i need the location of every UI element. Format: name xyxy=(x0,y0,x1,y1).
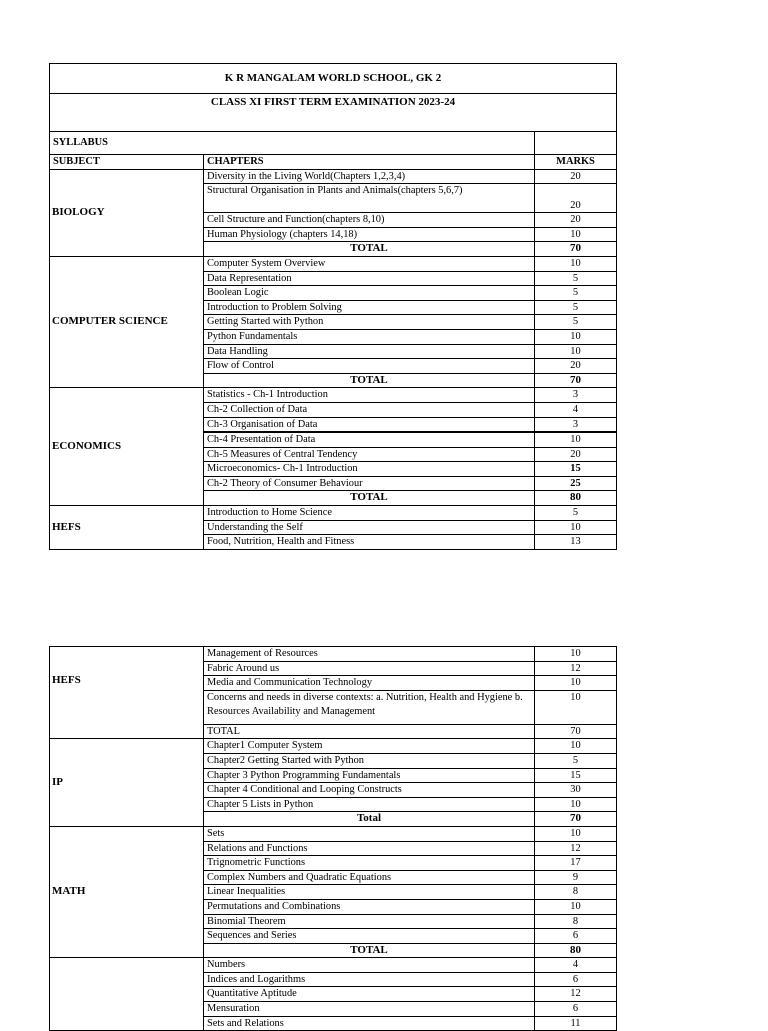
marks-cell: 20 xyxy=(535,169,617,184)
table-row xyxy=(50,826,617,841)
table-row xyxy=(50,506,617,521)
chapter-cell: Getting Started with Python xyxy=(204,315,535,330)
total-value: 70 xyxy=(535,812,617,827)
chapter-cell: Sets and Relations xyxy=(204,1016,535,1031)
table-row xyxy=(50,739,617,754)
marks-cell: 10 xyxy=(535,432,617,447)
table-row xyxy=(50,256,617,271)
chapters-column-header: CHAPTERS xyxy=(204,155,535,170)
exam-title: CLASS XI FIRST TERM EXAMINATION 2023-24 xyxy=(50,94,617,132)
chapter-cell: Structural Organisation in Plants and Animals(chapters 5,6,7) xyxy=(204,184,535,213)
table-row xyxy=(50,388,617,403)
table-row xyxy=(50,647,617,662)
table-row xyxy=(50,169,617,184)
chapter-cell: Python Fundamentals xyxy=(204,329,535,344)
marks-cell: 10 xyxy=(535,899,617,914)
marks-cell: 30 xyxy=(535,783,617,798)
total-value: 80 xyxy=(535,943,617,958)
marks-cell: 10 xyxy=(535,826,617,841)
chapter-cell: Ch-3 Organisation of Data xyxy=(204,417,535,432)
chapter-cell: Cell Structure and Function(chapters 8,10) xyxy=(204,213,535,228)
chapter-cell: Diversity in the Living World(Chapters 1,2,3,4) xyxy=(204,169,535,184)
subject-economics: ECONOMICS xyxy=(50,388,204,506)
chapter-cell: Chapter 5 Lists in Python xyxy=(204,797,535,812)
subject-math: MATH xyxy=(50,826,204,957)
marks-cell: 10 xyxy=(535,739,617,754)
marks-cell: 20 xyxy=(535,184,617,213)
marks-cell: 20 xyxy=(535,213,617,228)
marks-cell: 11 xyxy=(535,1016,617,1031)
subject-column-header: SUBJECT xyxy=(50,155,204,170)
chapter-cell: Chapter 3 Python Programming Fundamentals xyxy=(204,768,535,783)
marks-cell: 20 xyxy=(535,359,617,374)
total-label: TOTAL xyxy=(204,242,535,257)
chapter-cell: Human Physiology (chapters 14,18) xyxy=(204,227,535,242)
marks-cell: 15 xyxy=(535,462,617,477)
chapter-cell: Chapter1 Computer System xyxy=(204,739,535,754)
subject-ip: IP xyxy=(50,739,204,827)
subject-hefs: HEFS xyxy=(50,647,204,739)
chapter-cell: Boolean Logic xyxy=(204,286,535,301)
chapter-cell: Indices and Logarithms xyxy=(204,972,535,987)
marks-cell: 10 xyxy=(535,690,617,724)
marks-cell: 25 xyxy=(535,476,617,491)
chapter-cell: Introduction to Problem Solving xyxy=(204,300,535,315)
marks-cell: 5 xyxy=(535,506,617,521)
marks-cell: 4 xyxy=(535,402,617,417)
syllabus-table-page-1 xyxy=(49,63,616,550)
marks-cell: 12 xyxy=(535,987,617,1002)
total-label: Total xyxy=(204,812,535,827)
chapter-cell: Ch-2 Collection of Data xyxy=(204,402,535,417)
marks-cell: 10 xyxy=(535,329,617,344)
marks-cell: 10 xyxy=(535,647,617,662)
chapter-cell: Ch-4 Presentation of Data xyxy=(204,432,535,447)
chapter-cell: Binomial Theorem xyxy=(204,914,535,929)
chapter-cell: Fabric Around us xyxy=(204,661,535,676)
chapter-cell: Data Representation xyxy=(204,271,535,286)
subject-computer-science: COMPUTER SCIENCE xyxy=(50,256,204,387)
marks-cell: 4 xyxy=(535,958,617,973)
marks-cell: 8 xyxy=(535,914,617,929)
total-label: TOTAL xyxy=(204,943,535,958)
marks-cell: 10 xyxy=(535,344,617,359)
chapter-cell: Ch-2 Theory of Consumer Behaviour xyxy=(204,476,535,491)
marks-cell: 5 xyxy=(535,315,617,330)
chapter-cell: Relations and Functions xyxy=(204,841,535,856)
chapter-cell: Concerns and needs in diverse contexts: a. Nutrition, Health and Hygiene b. Resources Availability and Management xyxy=(204,690,535,724)
chapter-cell: Numbers xyxy=(204,958,535,973)
chapter-cell: Complex Numbers and Quadratic Equations xyxy=(204,870,535,885)
marks-cell: 10 xyxy=(535,797,617,812)
chapter-cell: Food, Nutrition, Health and Fitness xyxy=(204,535,535,550)
chapter-cell: Trignometric Functions xyxy=(204,856,535,871)
total-label: TOTAL xyxy=(204,724,535,739)
chapter-cell: Statistics - Ch-1 Introduction xyxy=(204,388,535,403)
marks-cell: 17 xyxy=(535,856,617,871)
chapter-cell: Sets xyxy=(204,826,535,841)
marks-cell: 6 xyxy=(535,929,617,944)
table-row xyxy=(50,958,617,973)
marks-cell: 12 xyxy=(535,661,617,676)
chapter-cell: Ch-5 Measures of Central Tendency xyxy=(204,447,535,462)
chapter-cell: Linear Inequalities xyxy=(204,885,535,900)
chapter-cell: Computer System Overview xyxy=(204,256,535,271)
marks-cell: 10 xyxy=(535,520,617,535)
marks-cell: 13 xyxy=(535,535,617,550)
marks-cell: 15 xyxy=(535,768,617,783)
marks-cell: 6 xyxy=(535,972,617,987)
marks-cell: 12 xyxy=(535,841,617,856)
marks-column-header: MARKS xyxy=(535,155,617,170)
chapter-cell: Flow of Control xyxy=(204,359,535,374)
marks-cell: 6 xyxy=(535,1002,617,1017)
school-name: K R MANGALAM WORLD SCHOOL, GK 2 xyxy=(50,64,617,94)
chapter-cell: Management of Resources xyxy=(204,647,535,662)
chapter-cell: Data Handling xyxy=(204,344,535,359)
chapter-cell: Chapter 4 Conditional and Looping Constructs xyxy=(204,783,535,798)
chapter-cell: Quantitative Aptitude xyxy=(204,987,535,1002)
chapter-cell: Chapter2 Getting Started with Python xyxy=(204,753,535,768)
marks-cell: 20 xyxy=(535,447,617,462)
marks-cell: 10 xyxy=(535,227,617,242)
marks-cell: 5 xyxy=(535,753,617,768)
total-value: 70 xyxy=(535,242,617,257)
marks-cell: 5 xyxy=(535,300,617,315)
marks-cell: 8 xyxy=(535,885,617,900)
subject-biology: BIOLOGY xyxy=(50,169,204,256)
syllabus-label: SYLLABUS xyxy=(50,132,535,155)
chapter-cell: Introduction to Home Science xyxy=(204,506,535,521)
marks-cell: 5 xyxy=(535,286,617,301)
total-label: TOTAL xyxy=(204,373,535,388)
total-value: 80 xyxy=(535,491,617,506)
marks-cell: 10 xyxy=(535,676,617,691)
chapter-cell: Permutations and Combinations xyxy=(204,899,535,914)
total-value: 70 xyxy=(535,373,617,388)
subject-cell-cutoff xyxy=(50,958,204,1031)
marks-cell: 3 xyxy=(535,388,617,403)
chapter-cell: Microeconomics- Ch-1 Introduction xyxy=(204,462,535,477)
chapter-cell: Mensuration xyxy=(204,1002,535,1017)
marks-cell: 10 xyxy=(535,256,617,271)
total-label: TOTAL xyxy=(204,491,535,506)
chapter-cell: Sequences and Series xyxy=(204,929,535,944)
subject-hefs: HEFS xyxy=(50,506,204,550)
chapter-cell: Media and Communication Technology xyxy=(204,676,535,691)
total-value: 70 xyxy=(535,724,617,739)
marks-cell: 9 xyxy=(535,870,617,885)
syllabus-table-page-2 xyxy=(49,646,616,1031)
chapter-cell: Understanding the Self xyxy=(204,520,535,535)
marks-cell: 3 xyxy=(535,417,617,432)
marks-cell: 5 xyxy=(535,271,617,286)
